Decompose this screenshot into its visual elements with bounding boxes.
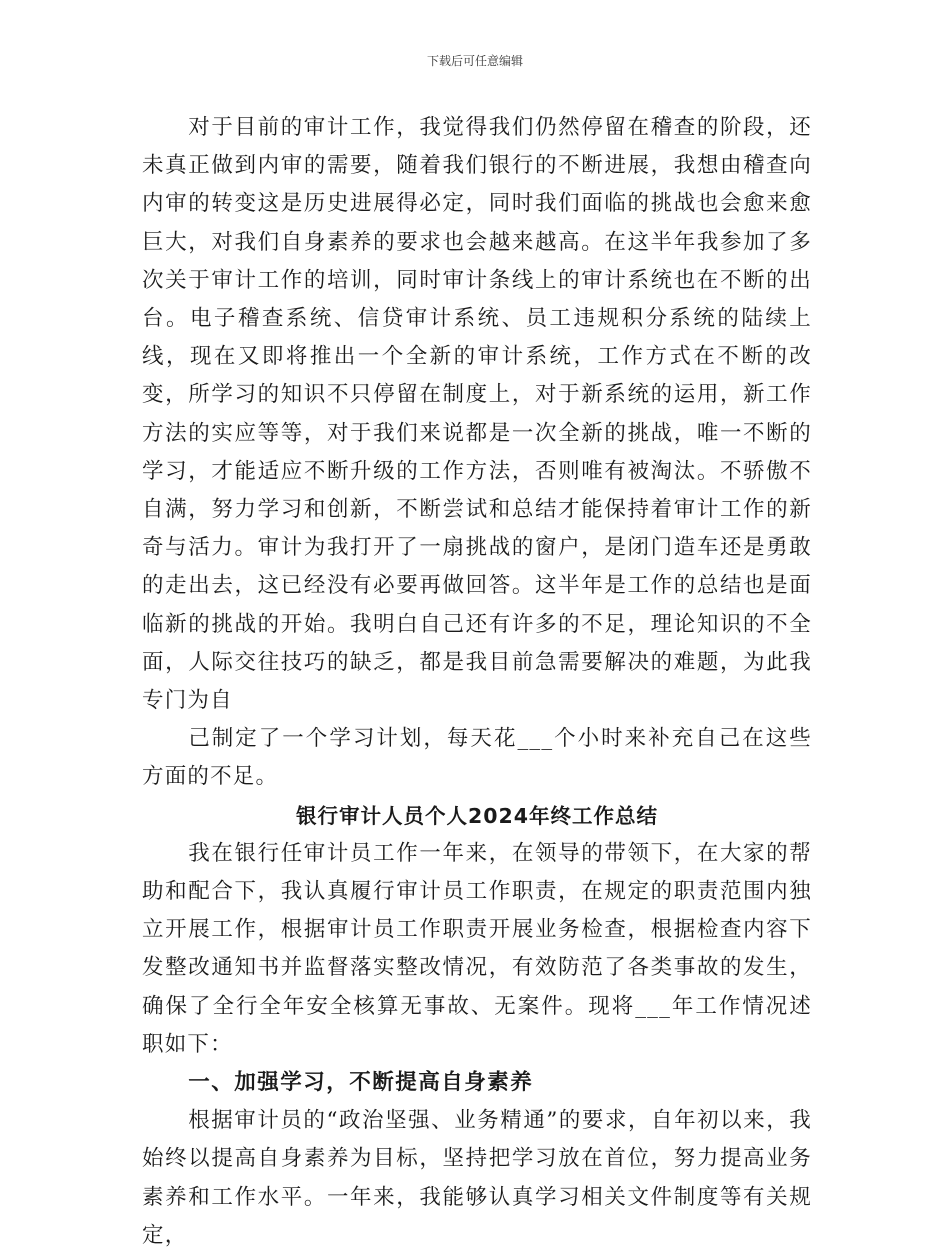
- page-header-note: 下载后可任意编辑: [426, 54, 523, 68]
- section-paragraph: 根据审计员的“政治坚强、业务精通”的要求，自年初以来，我始终以提高自身素养为目标，坚持把学习放在首位，努力提高业务素养和工作水平。一年来，我能够认真学习相关文件制度等有关规定，: [142, 1108, 812, 1248]
- document-body: [142, 109, 812, 1255]
- intro-paragraph: 我在银行任审计员工作一年来，在领导的带领下，在大家的帮助和配合下，我认真履行审计员工作职责，在规定的职责范围内独立开展工作，根据审计员工作职责开展业务检查，根据检查内容下发整改通知书并监督落实整改情况，有效防范了各类事故的发生，确保了全行全年安全核算无事故、无案件。现将___年工作情况述职如下：: [142, 840, 812, 1057]
- document-title: 银行审计人员个人2024年终工作总结: [295, 803, 659, 828]
- section-heading: 一、加强学习，不断提高自身素养: [188, 1070, 534, 1096]
- body-paragraph: 己制定了一个学习计划，每天花___个小时来补充自己在这些方面的不足。: [142, 726, 812, 790]
- body-paragraph: 对于目前的审计工作，我觉得我们仍然停留在稽查的阶段，还未真正做到内审的需要，随着我们银行的不断进展，我想由稽查向内审的转变这是历史进展得必定，同时我们面临的挑战也会愈来愈巨大，对我们自身素养的要求也会越来越高。在这半年我参加了多次关于审计工作的培训，同时审计条线上的审计系统也在不断的出台。电子稽查系统、信贷审计系统、员工违规积分系统的陆续上线，现在又即将推出一个全新的审计系统，工作方式在不断的改变，所学习的知识不只停留在制度上，对于新系统的运用，新工作方法的实应等等，对于我们来说都是一次全新的挑战，唯一不断的学习，才能适应不断升级的工作方法，否则唯有被淘汰。不骄傲不自满，努力学习和创新，不断尝试和总结才能保持着审计工作的新奇与活力。审计为我打开了一扇挑战的窗户，是闭门造车还是勇敢的走出去，这已经没有必要再做回答。这半年是工作的总结也是面临新的挑战的开始。我明白自己还有许多的不足，理论知识的不全面，人际交往技巧的缺乏，都是我目前急需要解决的难题，为此我专门为自: [142, 115, 812, 714]
